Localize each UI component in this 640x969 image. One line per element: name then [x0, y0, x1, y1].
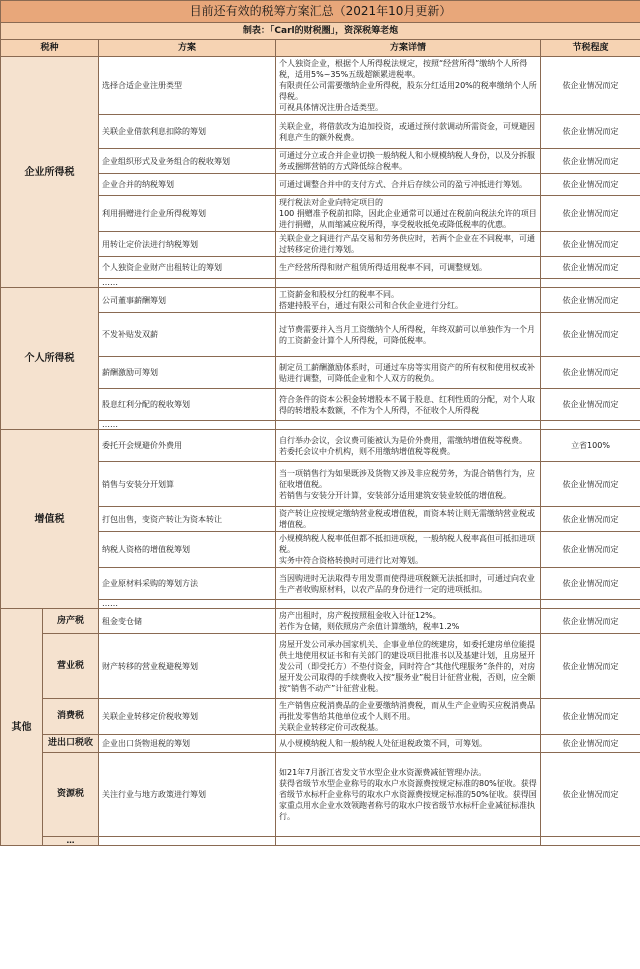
author-row [1, 23, 640, 40]
category-cell: 增值税 [1, 430, 99, 609]
detail-cell: 过节费需要并入当月工资缴纳个人所得税，年终双薪可以单独作为一个月的工资薪金计算个人所得税，可降低税率。 [276, 313, 541, 357]
scheme-cell: 企业合并的纳税筹划 [99, 174, 276, 196]
title-row [1, 1, 640, 23]
saving-cell: 依企业情况而定 [541, 507, 640, 532]
scheme-cell: 用转让定价法进行纳税筹划 [99, 232, 276, 257]
scheme-cell: 销售与安装分开划算 [99, 462, 276, 507]
scheme-cell: 财产转移的营业税避税筹划 [99, 634, 276, 699]
detail-cell: 小规模纳税人税率低但都不抵扣进项税，一般纳税人税率高但可抵扣进项税。 实务中符合资格转换时可进行比对筹划。 [276, 532, 541, 568]
saving-cell: 依企业情况而定 [541, 174, 640, 196]
category-cell: 企业所得税 [1, 57, 99, 288]
table-row [1, 57, 640, 115]
table-row [1, 753, 640, 837]
saving-cell: 立省100% [541, 430, 640, 462]
scheme-cell: 不发补贴发双薪 [99, 313, 276, 357]
scheme-cell: 关联企业借款利息扣除的筹划 [99, 115, 276, 149]
scheme-cell: 薪酬激励可筹划 [99, 357, 276, 389]
detail-cell: 房屋开发公司承办国家机关、企事业单位的统建房，如委托建房单位能提供土地使用权证书和有关部门的建设项目批准书以及基建计划，且房屋开发公司（即受托方）不垫付资金，同时符合“其他代理服务”条件的，对房屋开发公司取得的手续费收入按“服务业”税目计征营业税，否则，应全额按“销售不动产”计征营业税。 [276, 634, 541, 699]
saving-cell: 依企业情况而定 [541, 149, 640, 174]
subcategory-cell: 消费税 [43, 699, 99, 735]
saving-cell: 依企业情况而定 [541, 288, 640, 313]
empty-cell [276, 279, 541, 288]
saving-cell: 依企业情况而定 [541, 634, 640, 699]
detail-cell: 制定员工薪酬激励体系时，可通过车房等实用资产的所有权和使用权或补贴进行调整，可降低企业和个人双方的税负。 [276, 357, 541, 389]
saving-cell: 依企业情况而定 [541, 196, 640, 232]
saving-cell: 依企业情况而定 [541, 735, 640, 753]
scheme-cell: 关注行业与地方政策进行筹划 [99, 753, 276, 837]
empty-cell [541, 600, 640, 609]
subcategory-cell: 房产税 [43, 609, 99, 634]
detail-cell: 符合条件的资本公积金转增股本不属于股息、红利性质的分配，对个人取得的转增股本数额，不作为个人所得，不征收个人所得税 [276, 389, 541, 421]
empty-cell [541, 421, 640, 430]
scheme-cell: 利用捐赠进行企业所得税筹划 [99, 196, 276, 232]
detail-cell: 可通过调整合并中的支付方式、合并后存续公司的盈亏冲抵进行筹划。 [276, 174, 541, 196]
page-title: 目前还有效的税筹方案汇总（2021年10月更新） [1, 1, 640, 23]
category-cell: 个人所得税 [1, 288, 99, 430]
ellipsis-row [1, 837, 640, 846]
table-body [1, 57, 640, 846]
scheme-cell: 租金变仓储 [99, 609, 276, 634]
saving-cell: 依企业情况而定 [541, 532, 640, 568]
subcategory-cell: 进出口税收 [43, 735, 99, 753]
saving-cell: 依企业情况而定 [541, 257, 640, 279]
scheme-cell: 纳税人资格的增值税筹划 [99, 532, 276, 568]
ellipsis-text: …… [99, 279, 276, 288]
column-header-saving: 节税程度 [541, 40, 640, 57]
scheme-cell: 关联企业转移定价税收筹划 [99, 699, 276, 735]
subcategory-cell: 营业税 [43, 634, 99, 699]
ellipsis-text: … [43, 837, 99, 846]
table-row [1, 609, 640, 634]
detail-cell: 生产经营所得和财产租赁所得适用税率不同，可调整规划。 [276, 257, 541, 279]
saving-cell: 依企业情况而定 [541, 568, 640, 600]
saving-cell: 依企业情况而定 [541, 313, 640, 357]
scheme-cell: 选择合适企业注册类型 [99, 57, 276, 115]
saving-cell: 依企业情况而定 [541, 232, 640, 257]
detail-cell: 如21年7月浙江省发文节水型企业水资源费减征管理办法。 获得省级节水型企业称号的取水户水资源费按规定标准的80%征收。获得省级节水标杆企业称号的取水户水资源费按规定标准的50%征收。获得国家重点用水企业水效领跑者称号的取水户按省级节水标杆企业减征标准执行。 [276, 753, 541, 837]
scheme-cell: 打包出售，变资产转让为资本转让 [99, 507, 276, 532]
table-row [1, 699, 640, 735]
scheme-cell: 个人独资企业财产出租转让的筹划 [99, 257, 276, 279]
detail-cell: 从小规模纳税人和一般纳税人处征退税政策不同，可筹划。 [276, 735, 541, 753]
saving-cell: 依企业情况而定 [541, 609, 640, 634]
saving-cell: 依企业情况而定 [541, 753, 640, 837]
table-row [1, 430, 640, 462]
detail-cell: 可通过分立或合并企业切换一般纳税人和小规模纳税人身份，以及分拆服务或捆绑营销的方式降低综合税率。 [276, 149, 541, 174]
scheme-cell: 企业出口货物退税的筹划 [99, 735, 276, 753]
detail-cell: 自行举办会议，会议费可能被认为是价外费用，需缴纳增值税等税费。 若委托会议中介机构，则不用缴纳增值税等税费。 [276, 430, 541, 462]
header-row [1, 40, 640, 57]
saving-cell: 依企业情况而定 [541, 57, 640, 115]
empty-cell [541, 279, 640, 288]
saving-cell: 依企业情况而定 [541, 462, 640, 507]
empty-cell [276, 421, 541, 430]
empty-cell [541, 837, 640, 846]
detail-cell: 当因购进时无法取得专用发票而使得进项税额无法抵扣时，可通过向农业生产者收购原材料，以农产品的身份进行一定的进项抵扣。 [276, 568, 541, 600]
column-header-tax-type: 税种 [1, 40, 99, 57]
saving-cell: 依企业情况而定 [541, 389, 640, 421]
author-credit: 制表：「Carl的财税圈」，资深税筹老炮 [1, 23, 640, 40]
detail-cell: 关联企业，将借款改为追加投资，或通过预付款调动所需资金，可规避因利息产生的额外税费。 [276, 115, 541, 149]
column-header-detail: 方案详情 [276, 40, 541, 57]
detail-cell: 资产转让应按规定缴纳营业税或增值税，而资本转让则无需缴纳营业税或增值税。 [276, 507, 541, 532]
category-cell: 其他 [1, 609, 43, 846]
saving-cell: 依企业情况而定 [541, 357, 640, 389]
detail-cell: 个人独资企业，根据个人所得税法规定，按照“经营所得”缴纳个人所得税，适用5%~35%五级超额累进税率。 有限责任公司需要缴纳企业所得税，股东分红适用20%的税率缴纳个人所得税。 可视具体情况注册合适类型。 [276, 57, 541, 115]
table-row [1, 288, 640, 313]
table-row [1, 735, 640, 753]
scheme-cell: 公司董事薪酬筹划 [99, 288, 276, 313]
ellipsis-text: …… [99, 600, 276, 609]
empty-cell [276, 837, 541, 846]
scheme-cell: 企业组织形式及业务组合的税收筹划 [99, 149, 276, 174]
ellipsis-text: …… [99, 421, 276, 430]
scheme-cell: 企业原材料采购的筹划方法 [99, 568, 276, 600]
table-row [1, 634, 640, 699]
saving-cell: 依企业情况而定 [541, 699, 640, 735]
saving-cell: 依企业情况而定 [541, 115, 640, 149]
detail-cell: 现行税法对企业向特定项目的 100 捐赠准予税前扣除，因此企业通常可以通过在税前向税法允许的项目进行捐赠，从而缩减应税所得，享受税收抵免或降低税率的优惠。 [276, 196, 541, 232]
column-header-scheme: 方案 [99, 40, 276, 57]
detail-cell: 关联企业之间进行产品交易和劳务供应时，若两个企业在不同税率，可通过转移定价进行筹划。 [276, 232, 541, 257]
subcategory-cell: 资源税 [43, 753, 99, 837]
empty-cell [276, 600, 541, 609]
detail-cell: 房产出租时，房产税按照租金收入计征12%。 若作为仓储，则依照房产余值计算缴纳，税率1.2% [276, 609, 541, 634]
scheme-cell: 股息红利分配的税收筹划 [99, 389, 276, 421]
empty-cell [99, 837, 276, 846]
scheme-cell: 委托开会规避价外费用 [99, 430, 276, 462]
detail-cell: 生产销售应税消费品的企业要缴纳消费税，而从生产企业购买应税消费品再批发零售给其他单位或个人则不用。 关联企业转移定价可改税基。 [276, 699, 541, 735]
detail-cell: 工资薪金和股权分红的税率不同。 搭建持股平台，通过有限公司和合伙企业进行分红。 [276, 288, 541, 313]
detail-cell: 当一项销售行为如果既涉及货物又涉及非应税劳务，为混合销售行为，应征收增值税。 若销售与安装分开计算，安装部分适用建筑安装业较低的增值税。 [276, 462, 541, 507]
